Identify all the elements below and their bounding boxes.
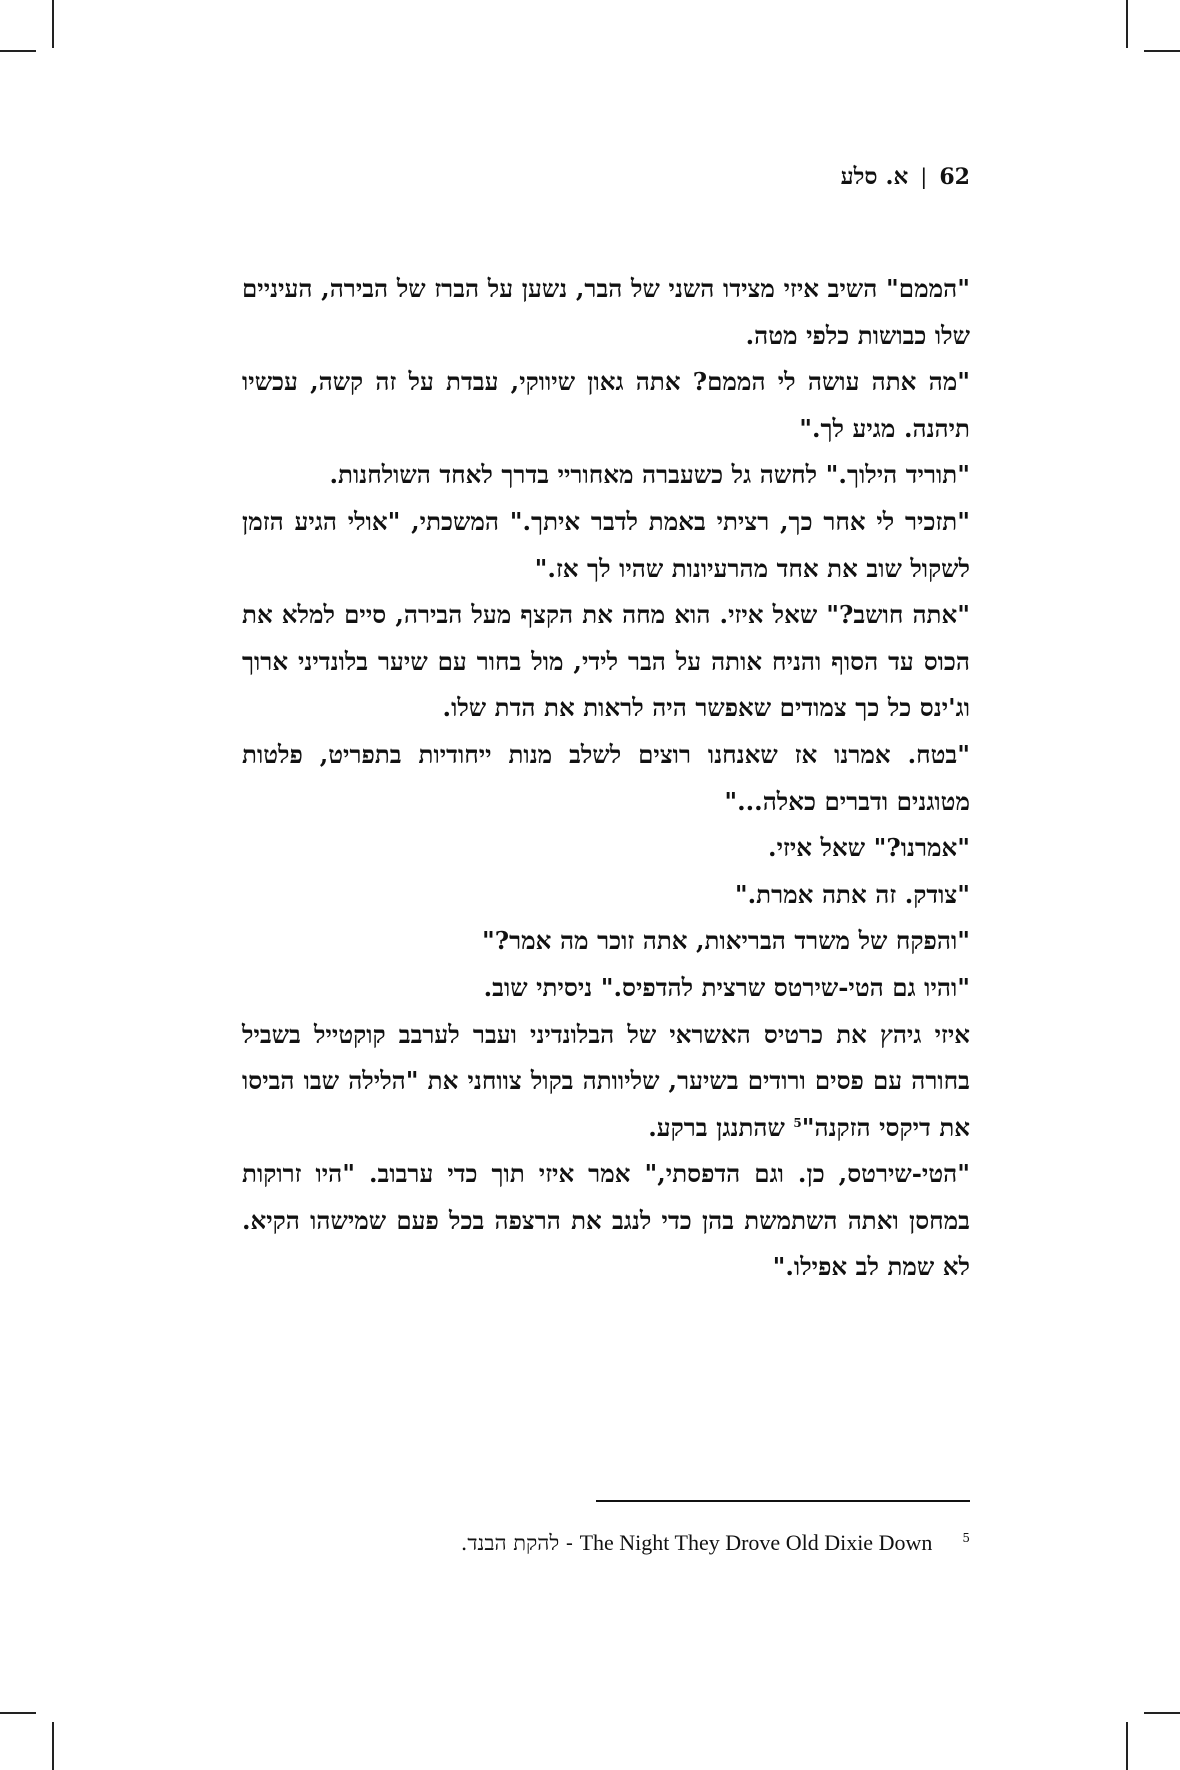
paragraph: "והפקח של משרד הבריאות, אתה זוכר מה אמר?" <box>482 926 970 956</box>
paragraph: "הממם" השיב איזי מצידו השני של הבר, נשען על הברז של הבירה, העיניים שלו כבושות כלפי מטה. <box>242 274 970 350</box>
footnote <box>242 1530 970 1556</box>
paragraph-text: שהתנגן ברקע. <box>648 1112 794 1142</box>
crop-mark-top-right <box>1126 0 1128 48</box>
paragraph-with-footnote <box>242 1012 970 1152</box>
paragraph: "הטי-שירטס, כן. וגם הדפסתי," אמר איזי תוך כדי ערבוב. "היו זרוקות במחסן ואתה השתמשת בהן כדי לנגב את הרצפה בכל פעם שמישהו הקיא. לא שמת לב אפילו." <box>242 1159 970 1282</box>
paragraph-text: איזי גיהץ את כרטיס האשראי של הבלונדיני ועבר לערבב קוקטייל בשביל בחורה עם פסים ורודים בשיער, שליוותה בקול צווחני את "הלילה שבו הביסו את דיקסי הזקנה" <box>242 1019 970 1142</box>
crop-mark-bottom-left <box>52 1722 54 1770</box>
paragraph: "אמרנו?" שאל איזי. <box>768 833 970 863</box>
crop-mark-top-right-h <box>1144 50 1180 52</box>
paragraph: "מה אתה עושה לי הממם? אתה גאון שיווקי, עבדת על זה קשה, עכשיו תיהנה. מגיע לך." <box>242 367 970 443</box>
paragraph: "תזכיר לי אחר כך, רציתי באמת לדבר איתך." המשכתי, "אולי הגיע הזמן לשקול שוב את אחד מהרעיונות שהיו לך אז." <box>242 506 970 583</box>
footnote-text <box>461 1530 933 1556</box>
running-header <box>841 163 970 190</box>
paragraph: "אתה חושב?" שאל איזי. הוא מחה את הקצף מעל הבירה, סיים למלא את הכוס עד הסוף והניח אותה על הבר לידי, מול בחור עם שיער בלונדיני ארוך וג'ינס כל כך צמודים שאפשר היה לראות את הדת שלו. <box>242 600 970 723</box>
crop-mark-bottom-right <box>1126 1722 1128 1770</box>
crop-mark-top-left <box>52 0 54 48</box>
footnote-number: 5 <box>962 1531 970 1545</box>
footnote-reference[interactable]: 5 <box>793 1115 802 1130</box>
crop-mark-top-left-h <box>0 50 36 52</box>
header-author: א. סלע <box>840 163 909 190</box>
paragraph: "והיו גם הטי-שירטס שרצית להדפיס." ניסיתי שוב. <box>483 972 970 1002</box>
body-text <box>242 266 970 1291</box>
paragraph: "בטח. אמרנו אז שאנחנו רוצים לשלב מנות ייחודיות בתפריט, פלטות מטוגנים ודברים כאלה..." <box>242 739 970 816</box>
crop-mark-bottom-right-h <box>1144 1712 1180 1714</box>
page-number: 62 <box>939 164 970 190</box>
paragraph: "תוריד הילוך." לחשה גל כשעברה מאחוריי בדרך לאחד השולחנות. <box>329 460 970 490</box>
footnote-hebrew: - להקת הבנד. <box>460 1531 580 1555</box>
paragraph: "צודק. זה אתה אמרת." <box>734 879 970 909</box>
header-separator: | <box>920 165 928 189</box>
footnote-divider <box>596 1500 970 1502</box>
crop-mark-bottom-left-h <box>0 1712 36 1714</box>
footnote-song-title: The Night They Drove Old Dixie Down <box>579 1530 933 1555</box>
